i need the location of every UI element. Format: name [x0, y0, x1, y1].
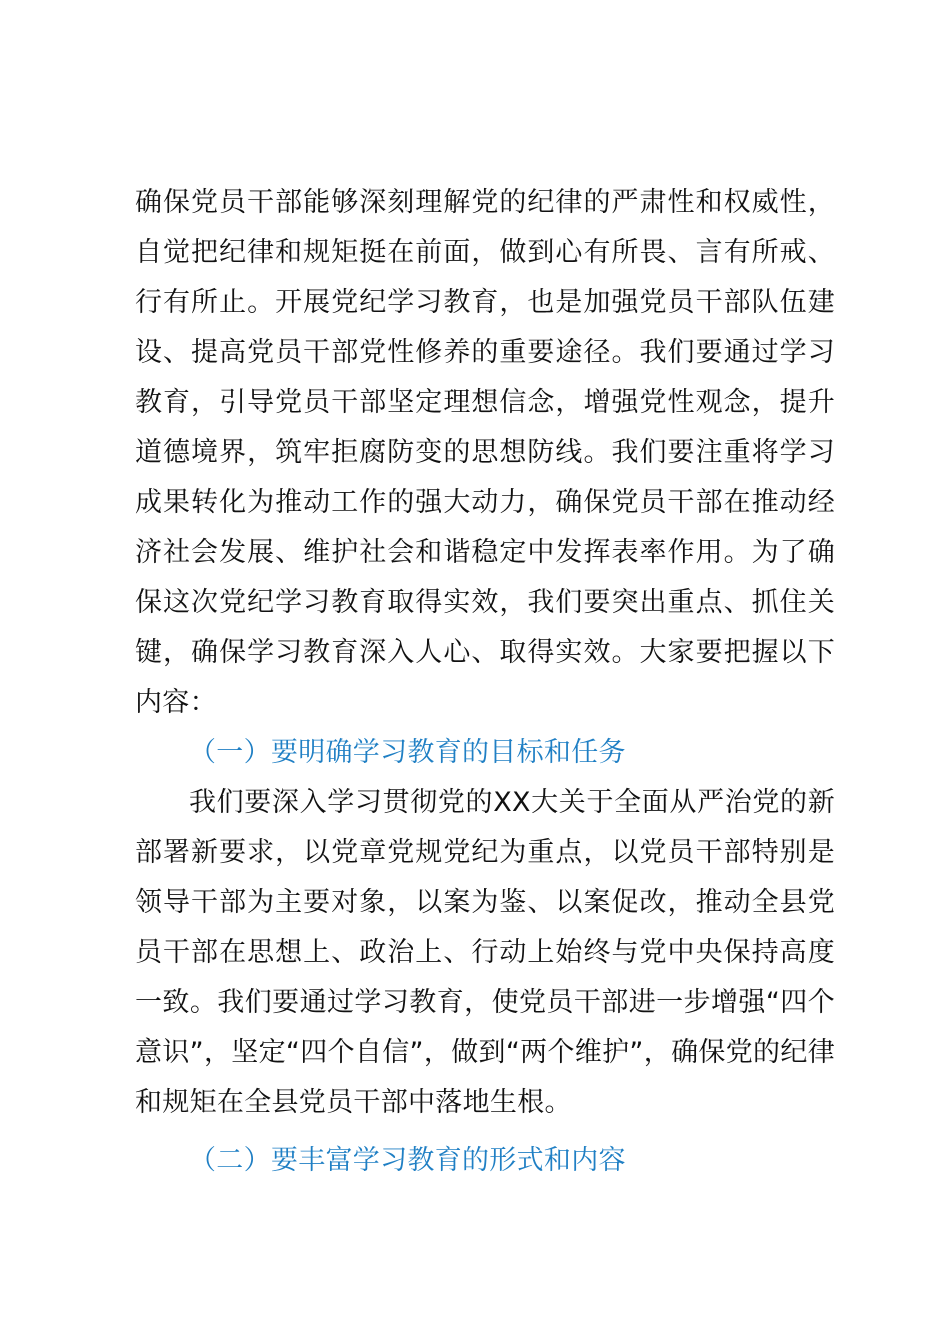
body-paragraph-2: 我们要深入学习贯彻党的XX大关于全面从严治党的新部署新要求，以党章党规党纪为重点，以党员干部特别是领导干部为主要对象，以案为鉴、以案促改，推动全县党员干部在思想上、政治上、行动上始终与党中央保持高度一致。我们要通过学习教育，使党员干部进一步增强“四个意识”，坚定“四个自信”，做到“两个维护”，确保党的纪律和规矩在全县党员干部中落地生根。 — [135, 787, 835, 1118]
section-heading-1: （一）要明确学习教育的目标和任务 — [189, 737, 626, 768]
document-body — [135, 178, 835, 1186]
body-paragraph-1: 确保党员干部能够深刻理解党的纪律的严肃性和权威性，自觉把纪律和规矩挺在前面，做到心有所畏、言有所戒、行有所止。开展党纪学习教育，也是加强党员干部队伍建设、提高党员干部党性修养的重要途径。我们要通过学习教育，引导党员干部坚定理想信念，增强党性观念，提升道德境界，筑牢拒腐防变的思想防线。我们要注重将学习成果转化为推动工作的强大动力，确保党员干部在推动经济社会发展、维护社会和谐稳定中发挥表率作用。为了确保这次党纪学习教育取得实效，我们要突出重点、抓住关键，确保学习教育深入人心、取得实效。大家要把握以下内容： — [135, 187, 835, 718]
section-heading-2: （二）要丰富学习教育的形式和内容 — [189, 1145, 626, 1176]
